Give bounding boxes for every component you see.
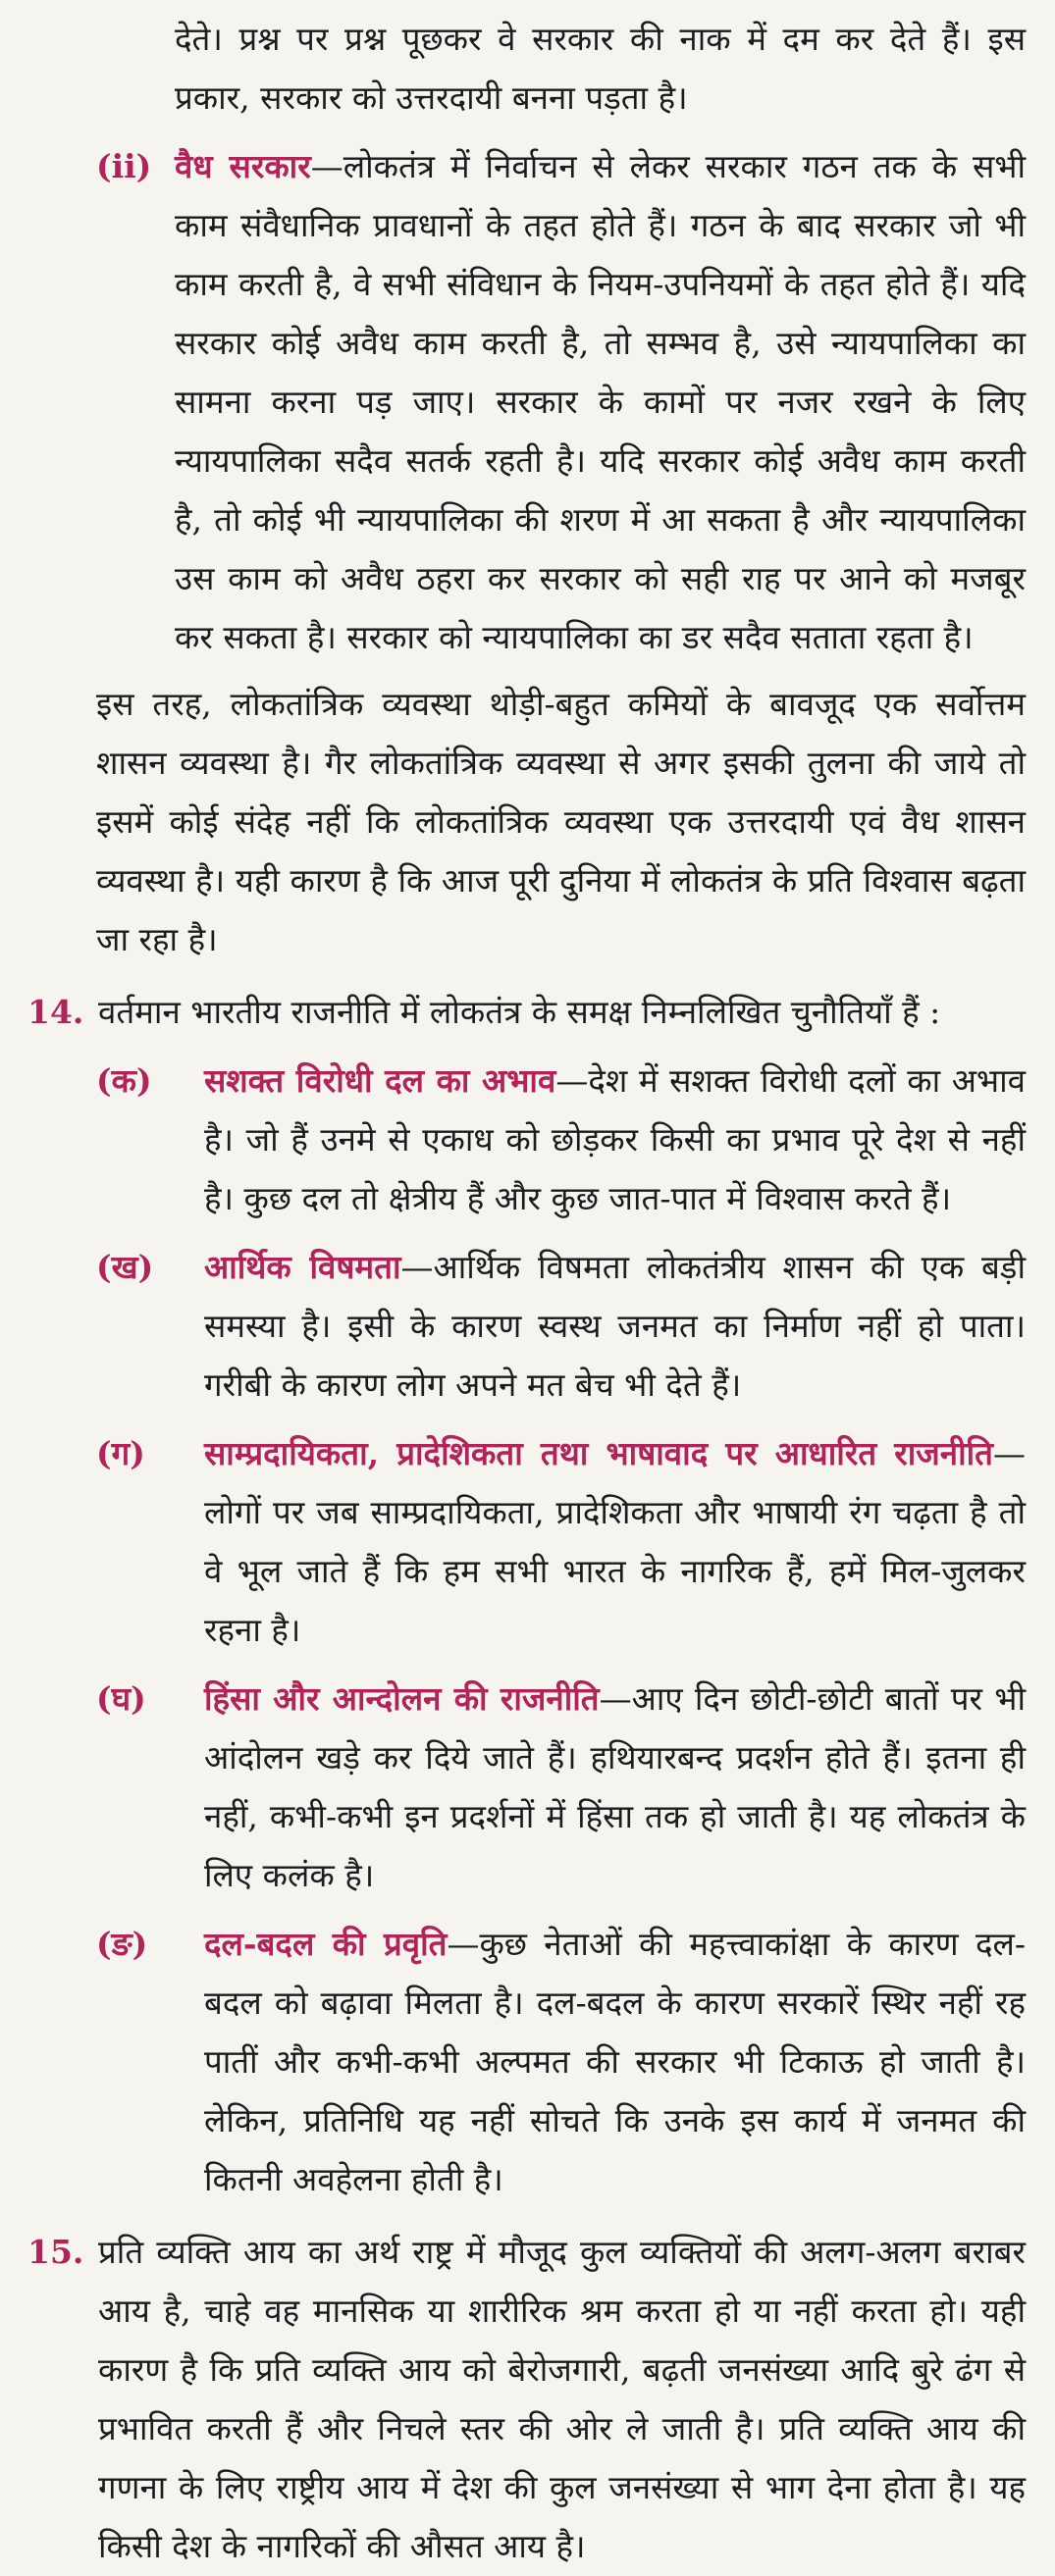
q14-item-ga-label: (ग) [96,1434,145,1472]
question-14 [27,983,1026,1042]
question-14-intro: वर्तमान भारतीय राजनीति में लोकतंत्र के समक्ष निम्नलिखित चुनौतियाँ हैं : [98,993,941,1031]
q14-item-ga-text: —लोगों पर जब साम्प्रदायिकता, प्रादेशिकता और भाषायी रंग चढ़ता है तो वे भूल जाते हैं कि हम सभी भारत के नागरिक हैं, हमें मिल-जुलकर रहना है। [204,1434,1026,1649]
q14-item-ga-heading: साम्प्रदायिकता, प्रादेशिकता तथा भाषावाद पर आधारित राजनीति [204,1434,993,1472]
q14-item-kha-label: (ख) [96,1248,154,1286]
question-15-text: प्रति व्यक्ति आय का अर्थ राष्ट्र में मौजूद कुल व्यक्तियों की अलग-अलग बराबर आय है, चाहे वह मानसिक या शारीरिक श्रम करता हो या नहीं करता हो। यही कारण है कि प्रति व्यक्ति आय को बेरोजगारी, बढ़ती जनसंख्या आदि बुरे ढंग से प्रभावित करती हैं और निचले स्तर की ओर ले जाती है। प्रति व्यक्ति आय की गणना के लिए राष्ट्रीय आय में देश की कुल जनसंख्या से भाग देना होता है। यह किसी देश के नागरिकों की औसत आय है। [98,2233,1026,2565]
point-ii-text: —लोकतंत्र में निर्वाचन से लेकर सरकार गठन तक के सभी काम संवैधानिक प्रावधानों के तहत होते हैं। गठन के बाद सरकार जो भी काम करती है, वे सभी संविधान के नियम-उपनियमों के तहत होते हैं। यदि सरकार कोई अवैध काम करती है, तो सम्भव है, उसे न्यायपालिका का सामना करना पड़ जाए। सरकार के कामों पर नजर रखने के लिए न्यायपालिका सदैव सतर्क रहती है। यदि सरकार कोई अवैध काम करती है, तो कोई भी न्यायपालिका की शरण में आ सकता है और न्यायपालिका उस काम को अवैध ठहरा कर सरकार को सही राह पर आने को मजबूर कर सकता है। सरकार को न्यायपालिका का डर सदैव सताता रहता है। [175,147,1027,656]
q14-item-ga [96,1424,1026,1660]
question-15 [27,2223,1026,2576]
q14-item-nga-body [204,1915,1026,2209]
q14-item-gha-text: —आए दिन छोटी-छोटी बातों पर भी आंदोलन खड़े कर दिये जाते हैं। हथियारबन्द प्रदर्शन होते हैं। इतना ही नहीं, कभी-कभी इन प्रदर्शनों में हिंसा तक हो जाती है। यह लोकतंत्र के लिए कलंक है। [204,1679,1026,1894]
q14-item-kha [96,1238,1026,1415]
q14-item-ka-heading: सशक्त विरोधी दल का अभाव [204,1061,556,1100]
q14-item-nga-heading: दल-बदल की प्रवृति [204,1925,448,1963]
q14-item-gha-heading: हिंसा और आन्दोलन की राजनीति [204,1679,600,1718]
q14-item-nga-text: —कुछ नेताओं की महत्त्वाकांक्षा के कारण दल-बदल को बढ़ावा मिलता है। दल-बदल के कारण सरकारें स्थिर नहीं रह पातीं और कभी-कभी अल्पमत की सरकार भी टिकाऊ हो जाती है। लेकिन, प्रतिनिधि यह नहीं सोचते कि उनके इस कार्य में जनमत की कितनी अवहेलना होती है। [204,1925,1026,2198]
q14-item-gha-label: (घ) [96,1679,146,1718]
point-ii [96,137,1026,667]
point-ii-body [175,137,1026,667]
point-ii-label: (ii) [96,147,152,185]
q14-item-gha-body [204,1670,1026,1905]
intro-continuation: देते। प्रश्न पर प्रश्न पूछकर वे सरकार की नाक में दम कर देते हैं। इस प्रकार, सरकार को उत्तरदायी बनना पड़ता है। [175,20,1026,117]
q14-item-nga [96,1915,1026,2209]
question-15-number: 15. [27,2233,84,2271]
q14-item-ka-label: (क) [96,1061,152,1100]
q14-item-nga-label: (ङ) [96,1925,148,1963]
q14-item-ka [96,1052,1026,1228]
point-ii-heading: वैध सरकार [175,147,311,185]
summary-paragraph: इस तरह, लोकतांत्रिक व्यवस्था थोड़ी-बहुत कमियों के बावजूद एक सर्वोत्तम शासन व्यवस्था है। गैर लोकतांत्रिक व्यवस्था से अगर इसकी तुलना की जाये तो इसमें कोई संदेह नहीं कि लोकतांत्रिक व्यवस्था एक उत्तरदायी एवं वैध शासन व्यवस्था है। यही कारण है कि आज पूरी दुनिया में लोकतंत्र के प्रति विश्वास बढ़ता जा रहा है। [96,685,1026,958]
q14-item-ga-body [204,1424,1026,1660]
question-14-number: 14. [27,993,84,1031]
q14-item-kha-heading: आर्थिक विषमता [204,1248,401,1286]
q14-item-kha-body [204,1238,1026,1415]
q14-item-ka-body [204,1052,1026,1228]
q14-item-kha-text: —आर्थिक विषमता लोकतंत्रीय शासन की एक बड़ी समस्या है। इसी के कारण स्वस्थ जनमत का निर्माण नहीं हो पाता। गरीबी के कारण लोग अपने मत बेच भी देते हैं। [204,1248,1026,1404]
q14-item-gha [96,1670,1026,1905]
q14-item-ka-text: —देश में सशक्त विरोधी दलों का अभाव है। जो हैं उनमे से एकाध को छोड़कर किसी का प्रभाव पूरे देश से नहीं है। कुछ दल तो क्षेत्रीय हैं और कुछ जात-पात में विश्वास करते हैं। [204,1061,1026,1217]
